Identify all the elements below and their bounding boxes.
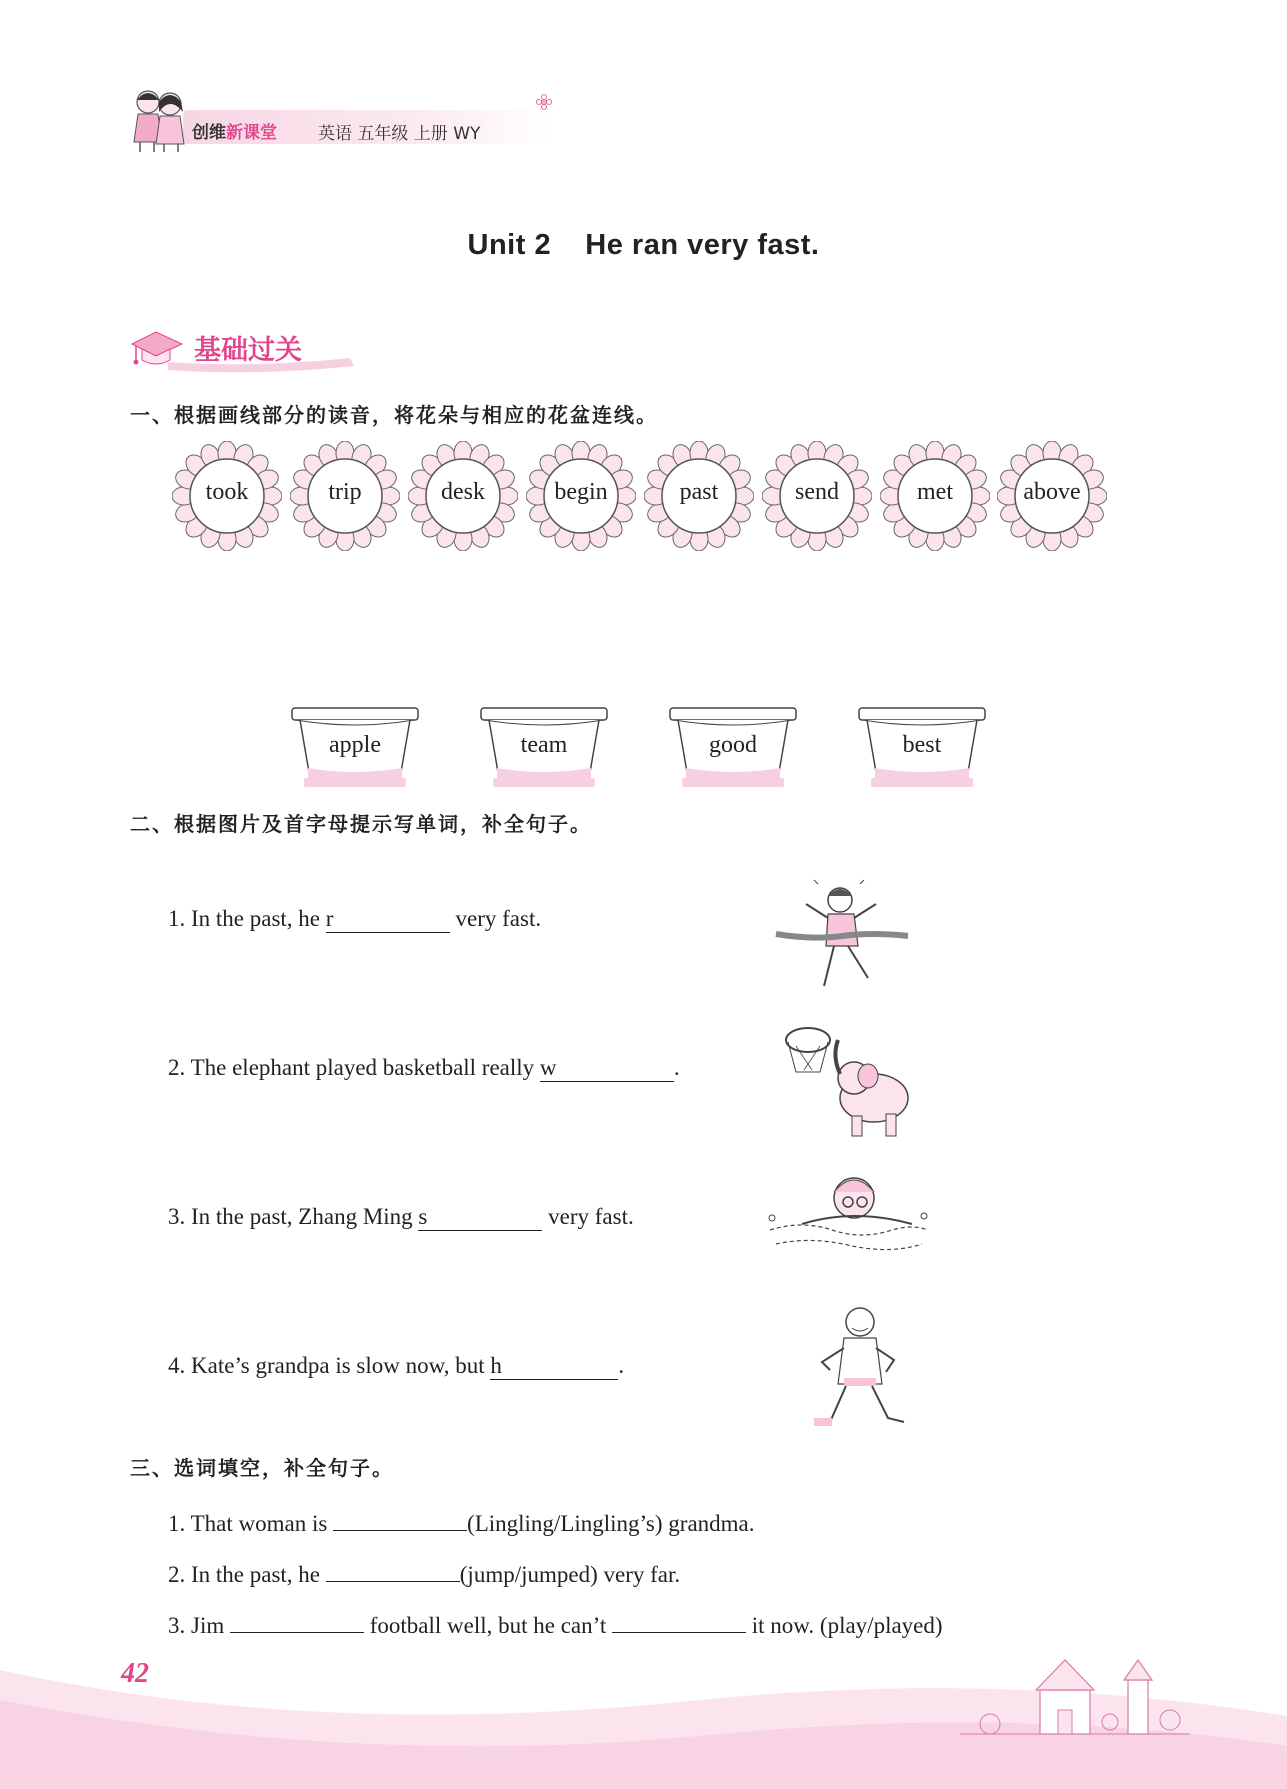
pot-best[interactable] (857, 706, 987, 790)
choose-sentence-2: 2. In the past, he (jump/jumped) very far. (168, 1555, 680, 1588)
flower-decoration-icon (536, 94, 552, 110)
elephant-basketball-icon (774, 1016, 918, 1144)
book-info: 英语 五年级 上册 WY (318, 124, 481, 144)
flower-above[interactable] (997, 441, 1107, 551)
answer-blank[interactable] (333, 1504, 467, 1531)
answer-blank[interactable]: h (490, 1353, 618, 1380)
kids-logo-icon (128, 82, 192, 154)
flower-word: begin (554, 479, 608, 505)
pot-apple[interactable] (290, 706, 420, 790)
section-1-heading: 一、根据画线部分的读音，将花朵与相应的花盆连线。 (130, 403, 658, 427)
flower-desk[interactable] (408, 441, 518, 551)
pot-team[interactable] (479, 706, 609, 790)
answer-blank[interactable] (326, 1555, 460, 1582)
flower-past[interactable] (644, 441, 754, 551)
fill-sentence-4: 4. Kate’s grandpa is slow now, but h . (168, 1353, 625, 1378)
answer-blank[interactable] (230, 1606, 364, 1633)
section-2-heading: 二、根据图片及首字母提示写单词，补全句子。 (130, 812, 592, 836)
answer-blank[interactable] (612, 1606, 746, 1633)
unit-title: Unit 2 He ran very fast. (467, 229, 820, 261)
flower-word: past (679, 479, 719, 505)
choose-sentence-3: 3. Jim football well, but he can’t it now. (play/played) (168, 1606, 943, 1639)
section-banner (128, 322, 358, 374)
flower-begin[interactable] (526, 441, 636, 551)
flower-word: took (205, 479, 249, 505)
pot-word: apple (329, 732, 381, 758)
section-3-heading: 三、选词填空，补全句子。 (130, 1456, 394, 1480)
pot-word: team (520, 732, 568, 758)
page-header (128, 82, 548, 154)
flower-word: trip (328, 479, 362, 505)
flower-word: met (917, 479, 953, 505)
pot-good[interactable] (668, 706, 798, 790)
flower-met[interactable] (880, 441, 990, 551)
flower-took[interactable] (172, 441, 282, 551)
answer-blank[interactable]: w (540, 1055, 674, 1082)
flower-word: send (795, 479, 839, 505)
flower-word: above (1023, 479, 1081, 505)
flower-word: desk (441, 479, 485, 505)
answer-blank[interactable]: s (418, 1204, 542, 1231)
running-boy-icon (772, 878, 912, 1002)
fill-sentence-3: 3. In the past, Zhang Ming s very fast. (168, 1204, 634, 1229)
swimming-boy-icon (762, 1168, 934, 1262)
castle-decoration-icon (960, 1650, 1190, 1740)
pot-word: good (709, 732, 757, 758)
fill-sentence-2: 2. The elephant played basketball really w . (168, 1055, 680, 1080)
pot-word: best (902, 732, 942, 758)
fill-sentence-1: 1. In the past, he r very fast. (168, 906, 542, 931)
flower-send[interactable] (762, 441, 872, 551)
banner-title: 基础过关 (194, 335, 302, 366)
brand-name: 创维新课堂 (192, 123, 277, 143)
page-number: 42 (121, 1658, 149, 1689)
choose-sentence-1: 1. That woman is (Lingling/Lingling’s) grandma. (168, 1504, 755, 1537)
grandpa-taichi-icon (808, 1300, 912, 1432)
flower-trip[interactable] (290, 441, 400, 551)
answer-blank[interactable]: r (326, 906, 450, 933)
